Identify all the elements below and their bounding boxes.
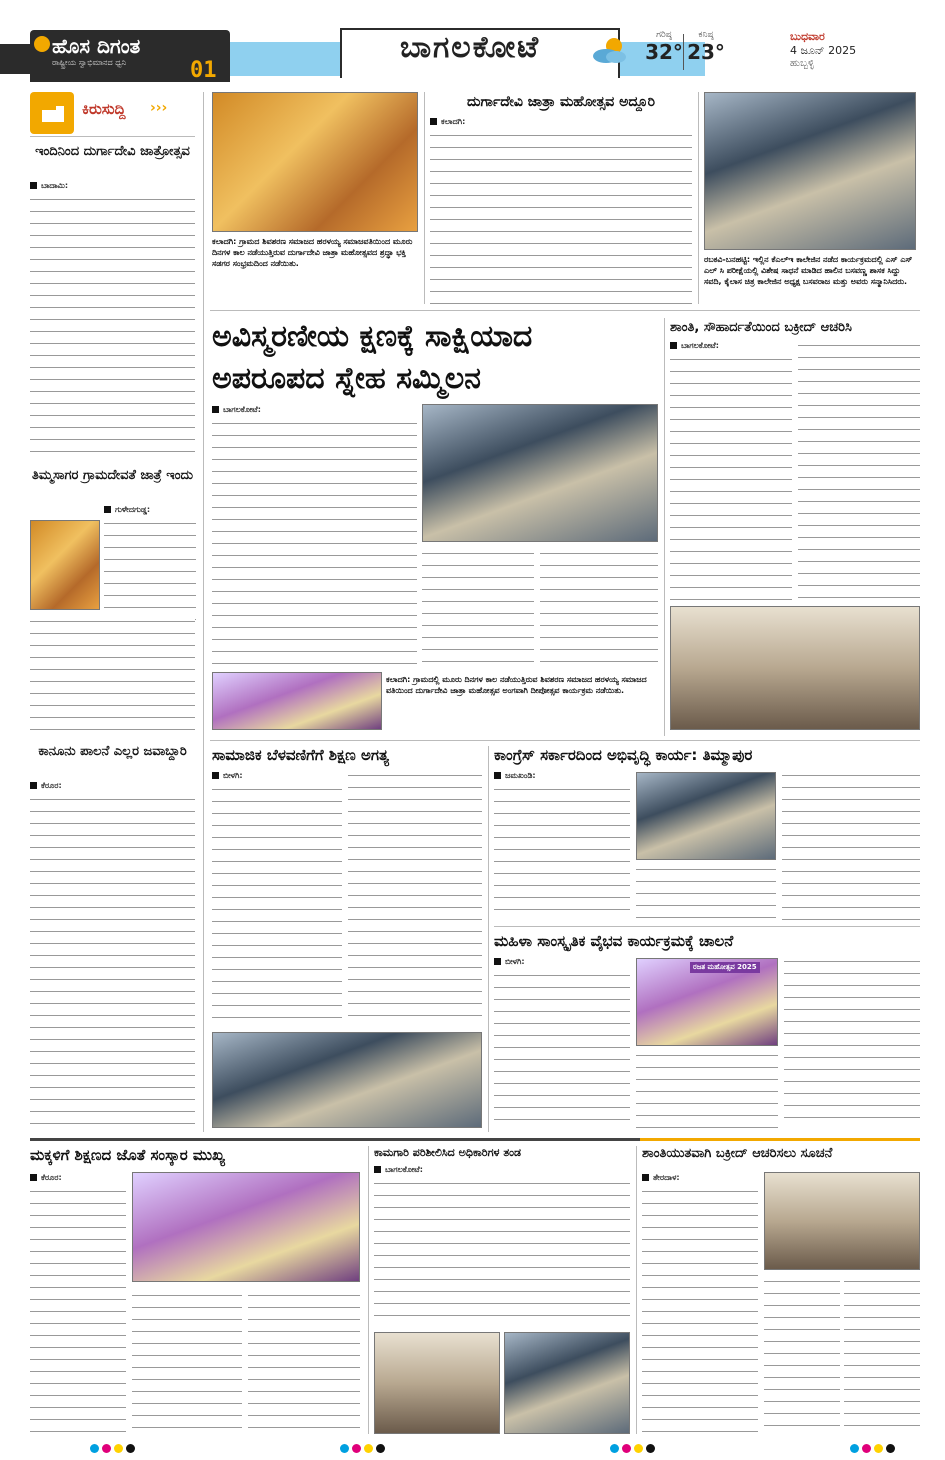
hand-point-icon xyxy=(30,92,74,134)
sidebar-story-2-body xyxy=(104,504,196,624)
sidebar-story-1-dateline: ಬಾದಾಮಿ: xyxy=(41,181,69,190)
bottom-accent-rule xyxy=(640,1138,920,1141)
date-panel xyxy=(790,30,920,82)
jatra-dateline: ಕಲಾದಗಿ: xyxy=(441,117,466,126)
text-block xyxy=(212,784,342,1026)
minister-visit-photo xyxy=(636,772,776,860)
inspection-dateline: ಬಾಗಲಕೋಟೆ: xyxy=(385,1165,423,1174)
sidebar-title: ಕಿರುಸುದ್ದಿ xyxy=(82,100,126,118)
max-temp-value: 32° xyxy=(645,40,683,64)
text-block xyxy=(212,418,417,664)
column-divider xyxy=(368,1146,369,1434)
bakrid-dateline: ಬಾಗಲಕೋಟೆ: xyxy=(681,341,719,350)
congress-headline[interactable]: ಕಾಂಗ್ರೆಸ್ ಸರ್ಕಾರದಿಂದ ಅಭಿವೃದ್ಧಿ ಕಾರ್ಯ: ತಿಮ್ಮಾಪುರ xyxy=(494,746,753,764)
section-rule xyxy=(494,926,920,927)
min-temp-label: ಕನಿಷ್ಠ xyxy=(698,30,714,40)
school-function-photo xyxy=(132,1172,360,1282)
text-block xyxy=(494,784,630,920)
culture-values-body-col-3 xyxy=(248,1290,360,1434)
lead-headline-line-1[interactable]: ಅವಿಸ್ಮರಣೀಯ ಕ್ಷಣಕ್ಕೆ ಸಾಕ್ಷಿಯಾದ xyxy=(212,319,533,354)
sidebar-rule xyxy=(30,136,195,137)
text-block xyxy=(104,518,196,624)
column-divider xyxy=(488,746,489,1132)
cultural-banner-text: ರಜತ ಮಹೋತ್ಸವ 2025 xyxy=(690,962,760,973)
jatra-procession-photo xyxy=(212,92,418,232)
cultural-headline[interactable]: ಮಹಿಳಾ ಸಾಂಸ್ಕೃತಿಕ ವೈಭವ ಕಾರ್ಯಕ್ರಮಕ್ಕೆ ಚಾಲನೆ xyxy=(494,932,734,950)
student-felicitation-photo xyxy=(704,92,916,250)
education-body-col-2 xyxy=(348,770,482,1026)
column-divider xyxy=(424,92,425,304)
temperature-panel xyxy=(645,30,725,74)
text-block xyxy=(30,1186,126,1434)
lamp-icon xyxy=(34,36,50,52)
sidebar-story-3-body xyxy=(30,780,195,1132)
section-rule xyxy=(210,740,920,741)
culture-values-headline[interactable]: ಮಕ್ಕಳಿಗೆ ಶಿಕ್ಷಣದ ಜೊತೆ ಸಂಸ್ಕಾರ ಮುಖ್ಯ xyxy=(30,1146,225,1164)
congress-dateline: ಜಮಖಂಡಿ: xyxy=(505,771,536,780)
jatra-photo-caption: ಕಲಾದಗಿ: ಗ್ರಾಮದ ಶಿವಶರಣ ಸಮಾಜದ ಹರಳಯ್ಯ ಸಮಾಜವತಿಯಿಂದ ಮೂರು ದಿನಗಳ ಕಾಲ ನಡೆಯುತ್ತಿರುವ ದುರ್ಗಾದೇವಿ ಜಾತ್ರಾ ಮಹೋತ್ಸವದ ಶ್ರದ್ಧಾ ಭಕ್ತಿ ಸಡಗರ ಸಂಭ್ರಮದಿಂದ ನಡೆಯಿತು. xyxy=(212,237,413,268)
text-block xyxy=(30,794,195,1132)
jatra-headline[interactable]: ದುರ್ಗಾದೇವಿ ಜಾತ್ರಾ ಮಹೋತ್ಸವ ಅದ್ದೂರಿ xyxy=(466,94,656,110)
min-temp-value: 23° xyxy=(687,40,725,64)
page-number: 01 xyxy=(190,58,217,83)
registration-marks xyxy=(340,1442,388,1456)
bakrid-body-col-2 xyxy=(798,340,920,602)
education-dateline: ಬೀಳಗಿ: xyxy=(223,771,243,780)
sidebar-story-2-body-cont xyxy=(30,616,195,736)
text-block xyxy=(494,970,630,1128)
sidebar-story-3-headline[interactable]: ಕಾನೂನು ಪಾಲನೆ ಎಲ್ಲರ ಜವಾಬ್ದಾರಿ xyxy=(38,744,187,759)
partly-cloudy-icon xyxy=(590,36,630,66)
text-block xyxy=(642,1186,758,1434)
goddess-idol-photo xyxy=(30,520,100,610)
felicitation-caption: ರಬಕವಿ-ಬನಹಟ್ಟಿ: ಇಲ್ಲಿನ ಕೆಎಲ್‌ಇ ಕಾಲೇಜಿನ ನಡೆದ ಕಾರ್ಯಕ್ರಮದಲ್ಲಿ ಎಸ್ ಎಸ್ ಎಲ್ ಸಿ ಪರೀಕ್ಷೆಯಲ್ಲಿ ವಿಶೇಷ ಸಾಧನೆ ಮಾಡಿದ ಹಾಲಿನ ಬಸವಣ್ಣ ಶಾಸಕ ಸಿದ್ದು ಸವದಿ, ಕೈಲಾಸ ಚಿತ್ರ ಕಾಲೇಜಿನ ಅಧ್ಯಕ್ಷ ಬಸವರಾಜ ಮತ್ತು ಅವರು ಸನ್ಮಾನಿಸಿದರು. xyxy=(704,255,913,286)
column-divider xyxy=(636,1146,637,1434)
text-block xyxy=(670,354,792,602)
officials-team-photo xyxy=(504,1332,630,1434)
sidebar-story-3-dateline: ಕೆರೂರ: xyxy=(41,781,62,790)
column-divider xyxy=(664,318,665,736)
masthead-left-stripe xyxy=(0,44,30,74)
peace-meeting-photo xyxy=(670,606,920,730)
alumni-meet-photo xyxy=(422,404,658,542)
issue-date: 4 ಜೂನ್ 2025 xyxy=(790,44,857,57)
registration-marks xyxy=(90,1442,138,1456)
congress-body-col-2 xyxy=(636,864,776,920)
sidebar-story-2-headline[interactable]: ತಿಮ್ಮಸಾಗರ ಗ್ರಾಮದೇವತೆ ಜಾತ್ರೆ ಇಂದು xyxy=(32,468,193,483)
education-body-col-1 xyxy=(212,770,342,1026)
sidebar-divider xyxy=(203,92,204,1132)
culture-values-dateline: ಕೆರೂರ: xyxy=(41,1173,62,1182)
city-name: ಬಾಗಲಕೋಟೆ xyxy=(399,30,541,65)
inspection-body xyxy=(374,1164,630,1326)
culture-values-body-col-1 xyxy=(30,1172,126,1434)
bakrid-notice-headline[interactable]: ಶಾಂತಿಯುತವಾಗಿ ಬಕ್ರೀದ್ ಆಚರಿಸಲು ಸೂಚನೆ xyxy=(642,1146,833,1161)
deepotsava-photo xyxy=(212,672,382,730)
text-block xyxy=(374,1178,630,1326)
lead-headline-line-2[interactable]: ಅಪರೂಪದ ಸ್ನೇಹ ಸಮ್ಮಿಲನ xyxy=(212,361,481,396)
education-headline[interactable]: ಸಾಮಾಜಿಕ ಬೆಳವಣಿಗೆಗೆ ಶಿಕ್ಷಣ ಅಗತ್ಯ xyxy=(212,746,389,764)
chevron-right-icon: ››› xyxy=(150,100,168,116)
lead-body-col-3 xyxy=(540,548,658,664)
bakrid-notice-body-col-3 xyxy=(844,1276,920,1434)
bakrid-notice-dateline: ತೇರದಾಳ: xyxy=(653,1173,680,1182)
sidebar-story-2-dateline: ಗುಳೇದಗುಡ್ಡ: xyxy=(115,505,151,514)
brand-tagline: ರಾಷ್ಟ್ರೀಯ ಸ್ವಾಭಿಮಾನದ ಧ್ವನಿ xyxy=(52,58,127,67)
cultural-body-col-1 xyxy=(494,956,630,1128)
bakrid-notice-body-col-2 xyxy=(764,1276,840,1434)
min-temp-block xyxy=(687,30,725,64)
column-divider xyxy=(698,92,699,304)
text-block xyxy=(430,130,692,304)
brand-name: ಹೊಸ ದಿಗಂತ xyxy=(52,34,141,58)
text-block xyxy=(30,194,195,462)
lead-body-col-1 xyxy=(212,404,417,664)
sidebar-story-1-headline[interactable]: ಇಂದಿನಿಂದ ದುರ್ಗಾದೇವಿ ಜಾತ್ರೋತ್ಸವ xyxy=(35,144,190,159)
max-temp-label: ಗರಿಷ್ಠ xyxy=(656,30,672,40)
lead-body-col-2 xyxy=(422,548,534,664)
bakrid-notice-body-col-1 xyxy=(642,1172,758,1434)
lead-dateline: ಬಾಗಲಕೋಟೆ: xyxy=(223,405,261,414)
cultural-dateline: ಬೀಳಗಿ: xyxy=(505,957,525,966)
bakrid-peace-headline[interactable]: ಶಾಂತಿ, ಸೌಹಾರ್ದತೆಯಿಂದ ಬಕ್ರೀದ್ ಆಚರಿಸಿ xyxy=(670,320,852,335)
weekday: ಬುಧವಾರ xyxy=(790,30,825,43)
section-rule xyxy=(210,310,920,311)
inspection-headline[interactable]: ಕಾಮಗಾರಿ ಪರಿಶೀಲಿಸಿದ ಅಧಿಕಾರಿಗಳ ತಂಡ xyxy=(374,1146,522,1159)
congress-body-col-3 xyxy=(782,770,920,920)
cultural-body-col-2 xyxy=(636,1050,778,1128)
jatra-body xyxy=(430,116,692,304)
congress-body-col-1 xyxy=(494,770,630,920)
max-temp-block xyxy=(645,30,683,64)
edition-name: ಹುಬ್ಬಳ್ಳಿ xyxy=(790,58,815,69)
sidebar-story-1-body xyxy=(30,180,195,462)
culture-values-body-col-2 xyxy=(132,1290,242,1434)
cultural-body-col-3 xyxy=(784,956,920,1128)
construction-site-photo xyxy=(374,1332,500,1434)
masthead xyxy=(0,0,945,86)
bakrid-body-col-1 xyxy=(670,340,792,602)
temp-divider xyxy=(683,34,684,70)
registration-marks xyxy=(850,1442,898,1456)
police-meeting-photo xyxy=(764,1172,920,1270)
education-event-photo xyxy=(212,1032,482,1128)
deepotsava-caption: ಕಲಾದಗಿ: ಗ್ರಾಮದಲ್ಲಿ ಮೂರು ದಿನಗಳ ಕಾಲ ನಡೆಯುತ್ತಿರುವ ಶಿವಶರಣ ಸಮಾಜದ ಹರಳಯ್ಯ ಸಮಾಜದ ವತಿಯಿಂದ ದುರ್ಗಾದೇವಿ ಜಾತ್ರಾ ಮಹೋತ್ಸವ ಅಂಗವಾಗಿ ದೀಪೋತ್ಸವ ಕಾರ್ಯಕ್ರಮ ನಡೆಯಿತು. xyxy=(386,675,647,695)
registration-marks xyxy=(610,1442,658,1456)
